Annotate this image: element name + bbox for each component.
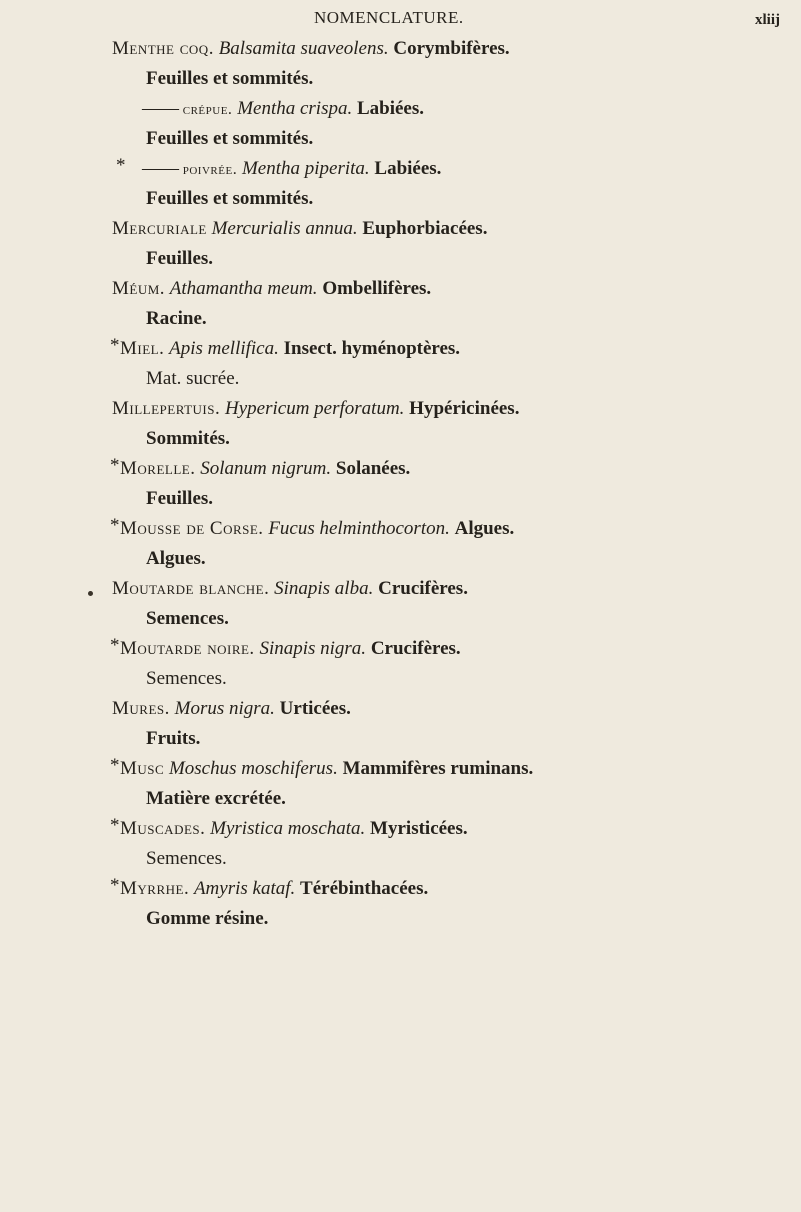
entry-name: Morelle. [120,458,196,479]
asterisk-marker: * [116,155,126,176]
entry-detail: Sommités. [146,428,230,449]
entry-heading [120,458,410,480]
entry-name: Mousse de Corse. [120,518,264,539]
entry-heading [112,698,351,720]
entry-heading [120,878,428,900]
entry-latin-name: Apis mellifica. [169,338,279,359]
entry-latin-name: Morus nigra. [174,698,275,719]
entry-detail: Semences. [146,848,227,869]
entry-latin-name: Fucus helminthocorton. [268,518,450,539]
entry-name: Mercuriale [112,218,207,239]
entry-latin-name: Mercurialis annua. [211,218,358,239]
ink-speck [88,591,93,596]
entry-latin-name: Athamantha meum. [169,278,318,299]
asterisk-marker: * [110,635,120,656]
entry-ditto-dash: —— [142,158,178,179]
page-number: xliij [755,12,780,28]
entry-latin-name: Solanum nigrum. [200,458,332,479]
asterisk-marker: * [110,815,120,836]
entry-family: Urticées. [279,698,351,719]
entry-family: Euphorbiacées. [362,218,488,239]
entry-name: Muscades. [120,818,206,839]
entry-name: Menthe coq. [112,38,214,59]
entry-latin-name: Sinapis nigra. [259,638,367,659]
entry-detail: Fruits. [146,728,201,749]
entry-detail: Mat. sucrée. [146,368,240,389]
entry-latin-name: Mentha crispa. [237,98,353,119]
entry-detail: Feuilles et sommités. [146,188,314,209]
asterisk-marker: * [110,755,120,776]
entry-name: Moutarde blanche. [112,578,270,599]
entry-detail: Algues. [146,548,206,569]
entry-family: Mammifères ruminans. [342,758,534,779]
entry-heading [112,578,468,600]
entry-name: Mures. [112,698,170,719]
entry-heading [120,338,460,360]
entry-heading [120,758,533,780]
entry-name: Méum. [112,278,166,299]
entry-detail: Semences. [146,608,229,629]
entry-detail: Feuilles et sommités. [146,128,314,149]
entry-heading [120,818,468,840]
entry-family: Ombellifères. [322,278,432,299]
entry-latin-name: Mentha piperita. [241,158,370,179]
entry-heading [142,98,424,120]
entry-family: Hypéricinées. [409,398,520,419]
page-header [0,6,801,36]
entry-ditto-dash: —— [142,98,178,119]
entry-heading [120,638,461,660]
entry-family: Algues. [454,518,515,539]
entry-heading [112,398,519,420]
entry-detail: Semences. [146,668,227,689]
asterisk-marker: * [110,335,120,356]
entry-family: Crucifères. [370,638,461,659]
entry-detail: Feuilles et sommités. [146,68,314,89]
entry-name: Myrrhe. [120,878,190,899]
entry-latin-name: Balsamita suaveolens. [218,38,389,59]
entry-family: Myristicées. [370,818,468,839]
running-title: NOMENCLATURE. [314,8,464,27]
entry-heading [112,218,487,240]
entry-name: poivrée. [182,161,238,178]
entry-detail: Feuilles. [146,488,214,509]
entry-latin-name: Moschus moschiferus. [168,758,338,779]
asterisk-marker: * [110,455,120,476]
entry-heading [142,158,441,180]
entry-family: Corymbifères. [393,38,510,59]
entry-name: Musc [120,758,165,779]
entry-heading [112,278,431,300]
entry-name: Moutarde noire. [120,638,255,659]
entry-name: Millepertuis. [112,398,221,419]
entry-family: Solanées. [335,458,411,479]
entry-family: Labiées. [374,158,442,179]
entry-name: Miel. [120,338,165,359]
entry-detail: Feuilles. [146,248,214,269]
entry-heading [120,518,514,540]
entry-detail: Gomme résine. [146,908,269,929]
entry-family: Crucifères. [378,578,468,599]
entry-latin-name: Sinapis alba. [274,578,374,599]
entry-latin-name: Myristica moschata. [210,818,366,839]
entry-family: Insect. hyménoptères. [283,338,461,359]
asterisk-marker: * [110,515,120,536]
entry-family: Térébinthacées. [300,878,429,899]
entry-latin-name: Hypericum perforatum. [225,398,405,419]
entry-heading [112,38,510,60]
entry-latin-name: Amyris kataf. [193,878,296,899]
entry-family: Labiées. [356,98,425,119]
entry-detail: Matière excrétée. [146,788,286,809]
entry-detail: Racine. [146,308,207,329]
asterisk-marker: * [110,875,120,896]
entry-name: crépue. [182,101,233,118]
